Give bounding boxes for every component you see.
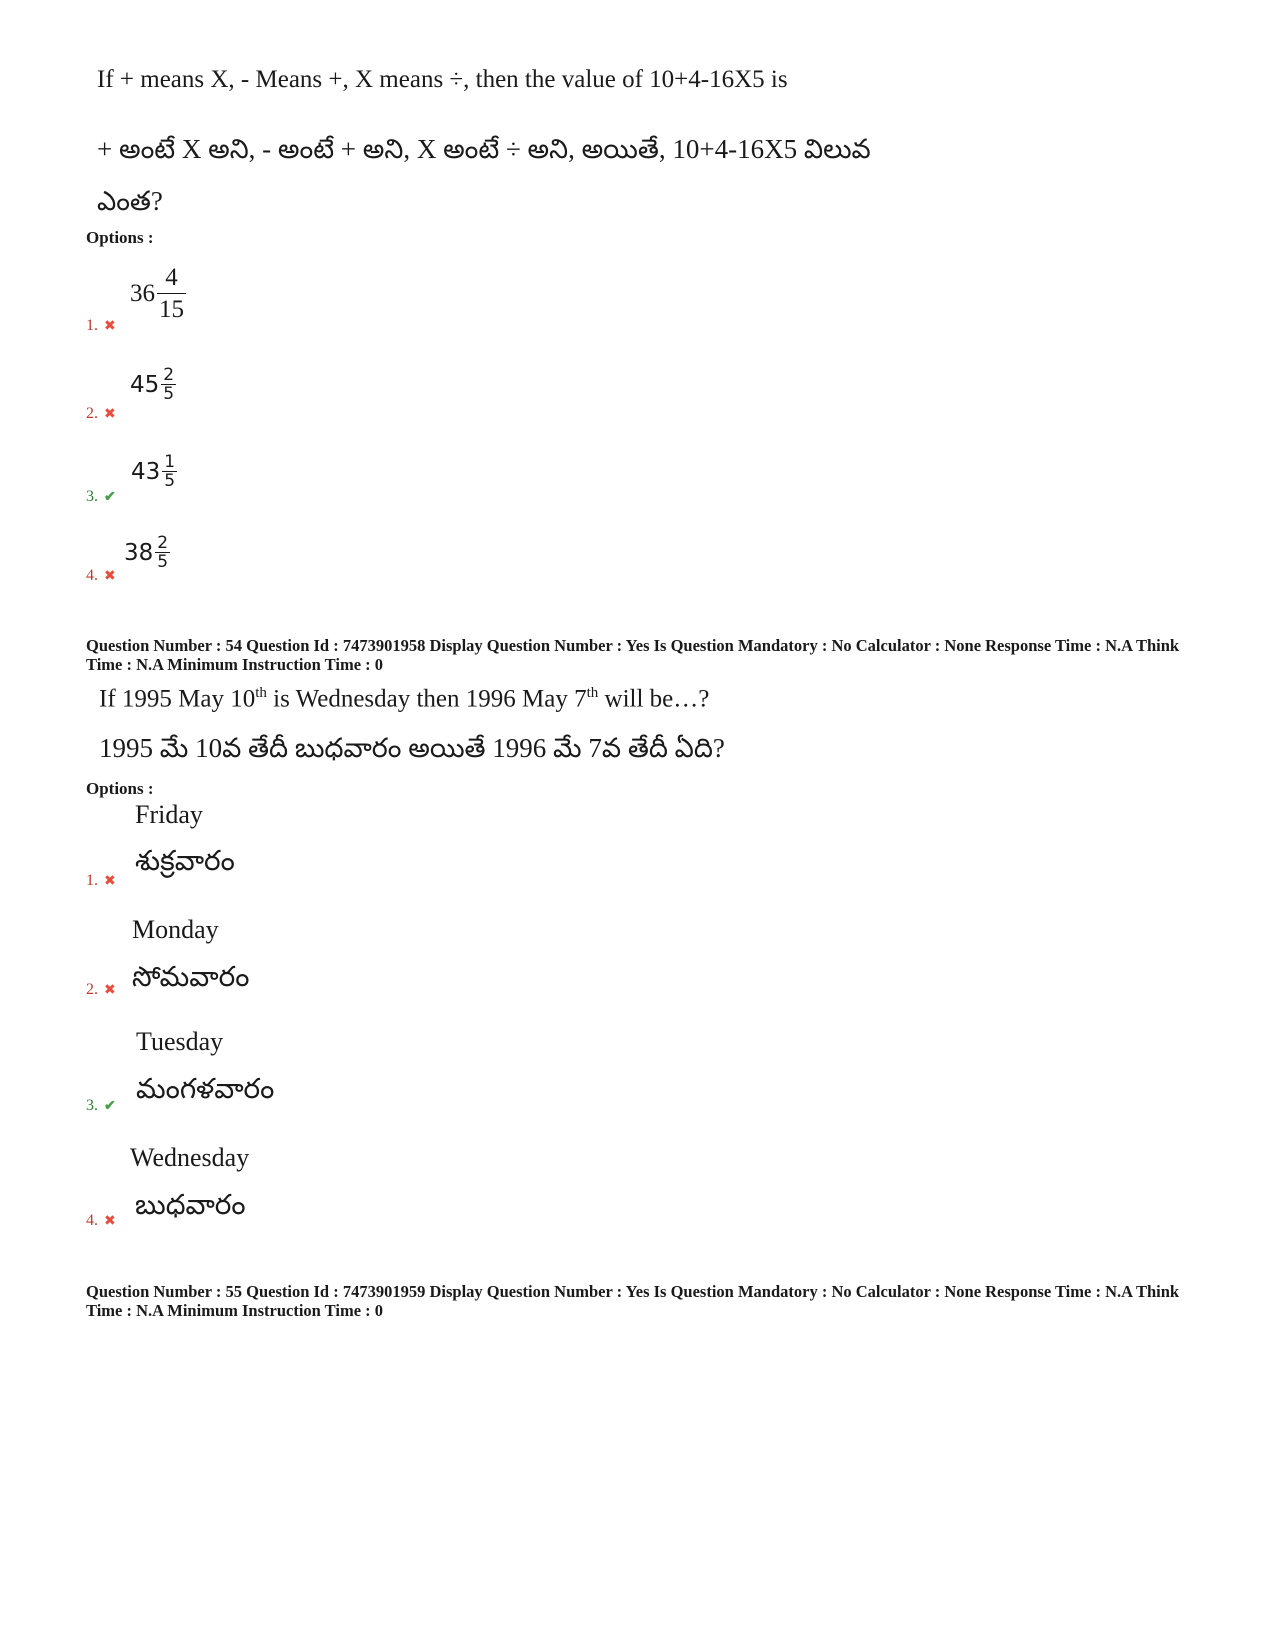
option-whole: 38: [124, 540, 154, 566]
option-2-day-te: సోమవారం: [132, 962, 250, 993]
option-fraction: [155, 535, 170, 571]
fraction-denominator: 5: [164, 471, 176, 491]
option-3-number: 3. ✔: [86, 488, 116, 505]
option-3-value: [131, 454, 177, 490]
option-fraction: [162, 454, 177, 490]
fraction-numerator: 2: [157, 533, 169, 553]
option-4-day-te: బుధవారం: [135, 1190, 246, 1221]
fraction-denominator: 5: [157, 552, 169, 572]
question-53-text-te-line1: + అంటే X అని, - అంటే + అని, X అంటే ÷ అని, అయితే, 10+4-16X5 విలువ: [97, 134, 871, 164]
option-4-value: [124, 535, 170, 571]
option-4-number: 4. ✖: [86, 567, 116, 584]
option-3-day-te: మంగళవారం: [136, 1074, 275, 1105]
question-54-meta: Question Number : 54 Question Id : 7473901958 Display Question Number : Yes Is Question Mandatory : No Calculator : None Response Time : N.A Think Time : N.A Minimum Instruction Time : 0: [86, 636, 1180, 674]
option-1-number: 1. ✖: [86, 317, 116, 334]
option-2-number: 2. ✖: [86, 405, 116, 422]
option-3-number: 3. ✔: [86, 1097, 116, 1114]
option-2-value: [130, 367, 176, 403]
fraction-numerator: 4: [165, 264, 178, 291]
wrong-mark-icon: ✖: [104, 319, 116, 334]
options-label: Options :: [86, 779, 154, 798]
option-4-number: 4. ✖: [86, 1212, 116, 1229]
option-3-day-en: Tuesday: [136, 1027, 224, 1056]
question-54-text-te: 1995 మే 10వ తేదీ బుధవారం అయితే 1996 మే 7వ తేదీ ఏది?: [99, 733, 725, 763]
options-label: Options :: [86, 228, 154, 247]
fraction-denominator: 15: [157, 293, 186, 322]
fraction-numerator: 1: [164, 452, 176, 472]
question-55-meta: Question Number : 55 Question Id : 7473901959 Display Question Number : Yes Is Question Mandatory : No Calculator : None Response Time : N.A Think Time : N.A Minimum Instruction Time : 0: [86, 1282, 1180, 1320]
correct-check-icon: ✔: [104, 490, 116, 505]
question-53-text-en: If + means X, - Means +, X means ÷, then the value of 10+4-16X5 is: [97, 66, 788, 93]
option-1-day-en: Friday: [135, 800, 203, 829]
option-1-number: 1. ✖: [86, 872, 116, 889]
wrong-mark-icon: ✖: [104, 569, 116, 584]
question-54-text-en: If 1995 May 10th is Wednesday then 1996 May 7th will be…?: [99, 685, 710, 713]
wrong-mark-icon: ✖: [104, 983, 116, 998]
option-fraction: [161, 367, 176, 403]
wrong-mark-icon: ✖: [104, 1214, 116, 1229]
option-whole: 36: [130, 279, 155, 307]
option-2-day-en: Monday: [132, 915, 219, 944]
option-4-day-en: Wednesday: [130, 1143, 250, 1172]
option-whole: 43: [131, 459, 161, 485]
option-1-value: [130, 265, 186, 322]
option-1-day-te: శుక్రవారం: [135, 846, 235, 877]
option-2-number: 2. ✖: [86, 981, 116, 998]
fraction-denominator: 5: [163, 384, 175, 404]
correct-check-icon: ✔: [104, 1099, 116, 1114]
option-whole: 45: [130, 372, 160, 398]
question-53-text-te-line2: ఎంత?: [97, 186, 163, 216]
fraction-numerator: 2: [163, 365, 175, 385]
option-fraction: [157, 265, 186, 322]
wrong-mark-icon: ✖: [104, 874, 116, 889]
wrong-mark-icon: ✖: [104, 407, 116, 422]
